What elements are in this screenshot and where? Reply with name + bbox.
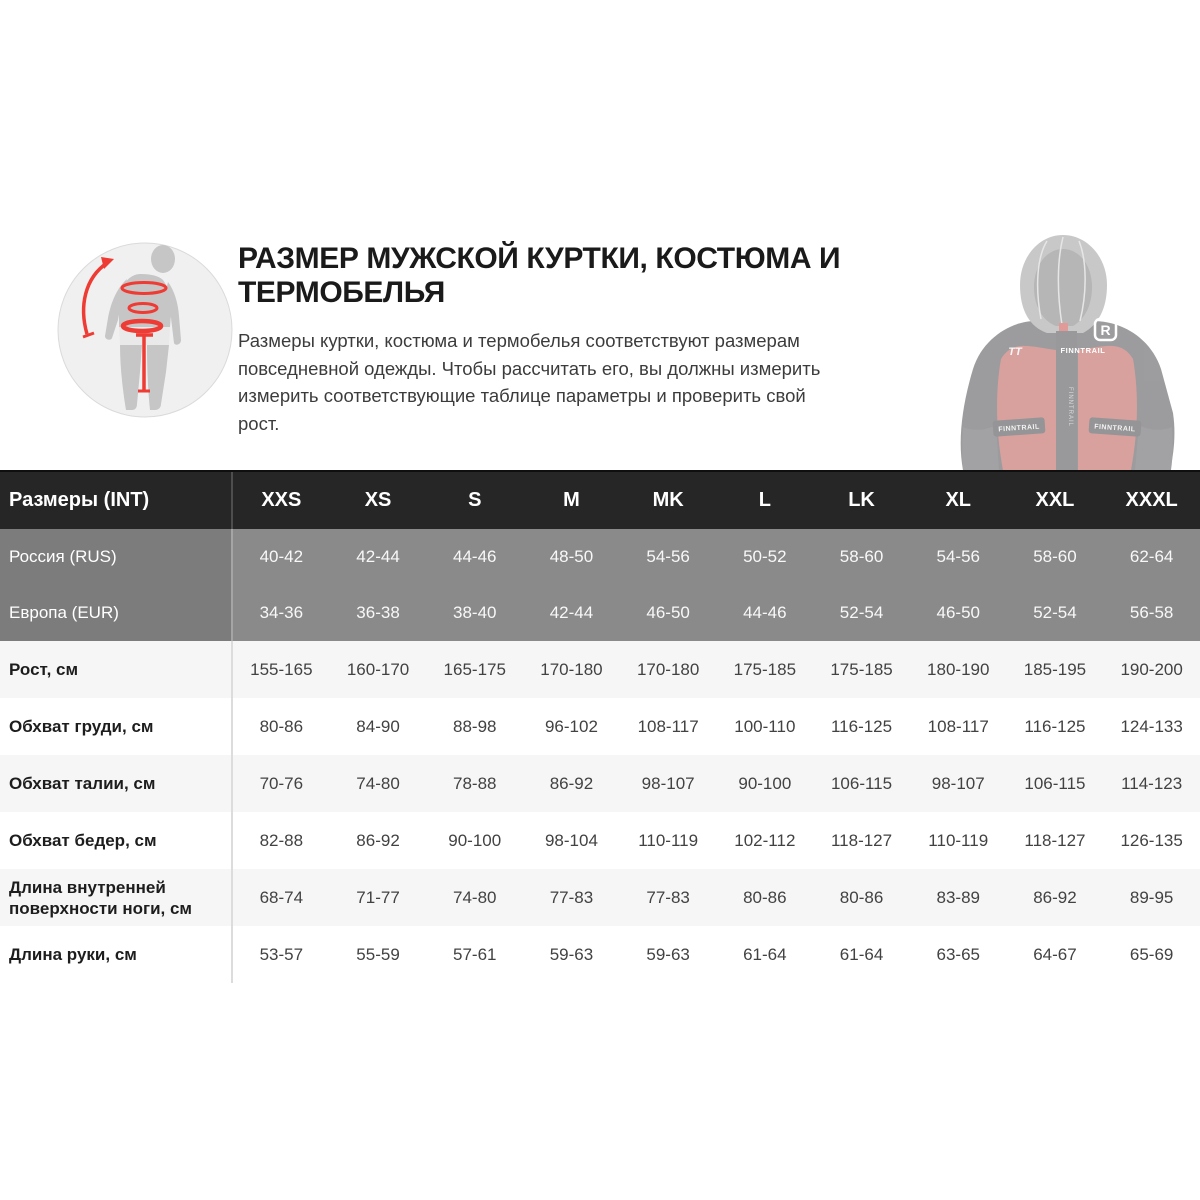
size-value-cell: 175-185 [733,659,797,679]
table-corner-header: Размеры (INT) [0,472,233,529]
size-value-cell: 106-115 [830,773,893,793]
size-value-cell: 90-100 [738,773,792,793]
jacket-photo [935,227,1200,470]
size-column-header-lk: LK [848,489,875,511]
size-value-cell: 46-50 [620,585,717,641]
intro-description [238,327,938,437]
size-column-header-xxxl: XXXL [1125,489,1178,511]
size-value-cell: 86-92 [356,830,400,850]
size-value-cell: 116-125 [830,716,893,736]
size-value-cell: 53-57 [259,944,304,964]
size-value-cell: 98-107 [931,773,985,793]
size-value-cell: 77-83 [549,887,594,907]
size-value-cell: 50-52 [716,529,813,585]
size-column-header-m: M [563,489,580,511]
size-value-cell: 165-175 [443,659,506,679]
size-value-cell: 124-133 [1120,716,1183,736]
size-value-cell: 56-58 [1103,585,1200,641]
size-value-cell: 98-107 [641,773,695,793]
size-value-cell: 58-60 [1007,529,1104,585]
size-value-cell: 78-88 [453,773,497,793]
size-column-header-xxs: XXS [261,489,302,511]
jacket-r-logo-letter: R [1100,322,1111,338]
size-value-cell: 58-60 [813,529,910,585]
size-value-cell: 90-100 [448,830,502,850]
size-value-cell: 54-56 [910,529,1007,585]
size-value-cell: 74-80 [356,773,400,793]
size-value-cell: 65-69 [1129,944,1174,964]
size-value-cell: 68-74 [259,887,304,907]
description-line: Размеры куртки, костюма и термобелья соответствуют размерам [238,330,800,351]
description-line: рост. [238,412,280,434]
jacket-chest-brand-text: FINNTRAIL [1060,346,1106,355]
size-value-cell: 185-195 [1023,659,1087,679]
row-label: Обхват груди, см [0,698,233,755]
page-title [238,242,938,310]
size-value-cell: 74-80 [453,887,497,907]
size-value-cell: 38-40 [426,585,523,641]
row-label: Россия (RUS) [0,529,233,585]
size-value-cell: 52-54 [813,585,910,641]
size-value-cell: 116-125 [1024,716,1086,736]
size-value-cell: 44-46 [716,585,813,641]
size-value-cell: 108-117 [927,716,989,736]
size-value-cell: 61-64 [743,944,787,964]
size-column-header-l: L [758,489,771,511]
size-value-cell: 42-44 [523,585,620,641]
description-line: измерить соответствующие таблице параметры и проверить свой [238,385,806,406]
table-row [0,869,1200,926]
jacket-photo-svg [935,227,1200,470]
row-label: Рост, см [0,641,233,698]
jacket-right-pocket-text: FINNTRAIL [1093,423,1136,434]
size-value-cell: 64-67 [1033,944,1077,964]
size-value-cell: 155-165 [250,659,313,679]
table-row [0,641,1200,698]
size-value-cell: 118-127 [830,830,893,850]
size-value-cell: 160-170 [346,659,410,679]
size-value-cell: 114-123 [1121,773,1183,793]
size-value-cell: 61-64 [839,944,884,964]
table-row [0,812,1200,869]
size-column-header-xl: XL [945,489,972,511]
table-row [0,585,1200,641]
size-value-cell: 52-54 [1007,585,1104,641]
size-value-cell: 118-127 [1024,830,1086,850]
size-value-cell: 59-63 [549,944,594,964]
row-label: Длина руки, см [0,926,233,983]
size-value-cell: 44-46 [426,529,523,585]
size-value-cell: 86-92 [549,773,594,793]
size-value-cell: 77-83 [646,887,690,907]
size-column-header-mk: MK [652,489,684,511]
size-value-cell: 71-77 [356,887,400,907]
size-value-cell: 180-190 [927,659,990,679]
intro-text-block [238,242,938,437]
size-value-cell: 40-42 [233,529,330,585]
size-column-header-xxl: XXL [1035,489,1075,511]
description-line: повседневной одежды. Чтобы рассчитать его, вы должны измерить [238,357,821,379]
size-value-cell: 83-89 [936,887,980,907]
table-row [0,755,1200,812]
size-value-cell: 82-88 [259,830,304,850]
size-value-cell: 80-86 [839,887,884,907]
size-value-cell: 110-119 [638,830,699,850]
size-value-cell: 88-98 [453,716,497,736]
jacket-left-pocket-text: FINNTRAIL [998,423,1041,434]
size-value-cell: 57-61 [453,944,497,964]
size-value-cell: 170-180 [636,659,700,679]
size-value-cell: 102-112 [734,830,796,850]
jacket-red-panel-left [997,346,1056,470]
table-row [0,926,1200,983]
size-value-cell: 190-200 [1120,659,1183,679]
size-value-cell: 36-38 [330,585,427,641]
table-row [0,529,1200,585]
table-header-row [0,470,1200,529]
row-label: Европа (EUR) [0,585,233,641]
size-value-cell: 34-36 [233,585,330,641]
jacket-chest-mark-text: TT [1008,346,1022,358]
row-label: Обхват талии, см [0,755,233,812]
size-value-cell: 100-110 [734,716,796,736]
size-value-cell: 98-104 [544,830,598,850]
size-value-cell: 106-115 [1024,773,1086,793]
size-value-cell: 54-56 [620,529,717,585]
size-value-cell: 48-50 [523,529,620,585]
jacket-red-panel-right [1078,346,1137,470]
size-value-cell: 86-92 [1033,887,1077,907]
jacket-placket-brand-text: FINNTRAIL [1067,387,1073,428]
row-label: Длина внутренней поверхности ноги, см [0,869,233,926]
body-measurement-diagram-svg [57,242,233,418]
size-table [0,470,1200,983]
title-line-1: РАЗМЕР МУЖСКОЙ КУРТКИ, КОСТЮМА И [238,242,841,275]
size-value-cell: 108-117 [637,716,699,736]
size-value-cell: 46-50 [910,585,1007,641]
size-value-cell: 96-102 [544,716,598,736]
size-column-header-xs: XS [364,489,392,511]
silhouette-head [151,245,175,273]
size-column-header-s: S [468,489,482,511]
body-measurement-diagram [57,242,233,418]
size-value-cell: 59-63 [646,944,690,964]
size-value-cell: 55-59 [356,944,400,964]
row-label: Обхват бедер, см [0,812,233,869]
size-value-cell: 42-44 [330,529,427,585]
size-value-cell: 110-119 [928,830,989,850]
size-value-cell: 84-90 [356,716,400,736]
size-value-cell: 175-185 [830,659,893,679]
size-value-cell: 170-180 [540,659,603,679]
size-value-cell: 70-76 [259,773,304,793]
title-line-2: ТЕРМОБЕЛЬЯ [238,276,445,309]
size-value-cell: 80-86 [259,716,304,736]
size-value-cell: 62-64 [1103,529,1200,585]
size-value-cell: 63-65 [936,944,980,964]
size-value-cell: 126-135 [1120,830,1183,850]
size-value-cell: 80-86 [743,887,787,907]
size-value-cell: 89-95 [1129,887,1174,907]
table-row [0,698,1200,755]
